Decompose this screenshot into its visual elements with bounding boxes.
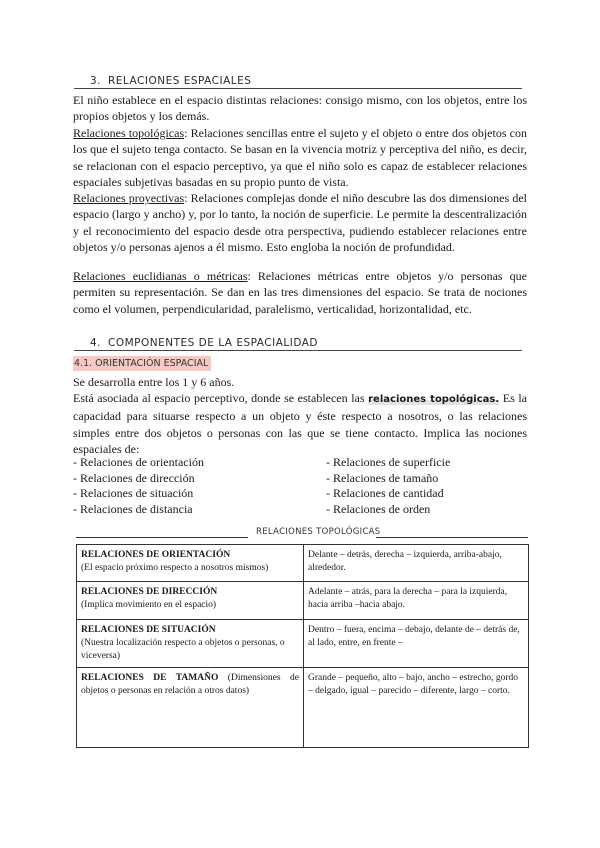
list-item: - Relaciones de dirección [73, 470, 195, 485]
list-item: - Relaciones de situación [73, 486, 194, 501]
section-4-title: COMPONENTES DE LA ESPACIALIDAD [108, 337, 318, 349]
text-orientacion-after: Es la capacidad para situarse respecto a un objeto y éste respecto a nosotros, o las relaciones simples entre dos objetos o personas con las que se tiene contacto. Implica las nociones espaciales de: [73, 391, 527, 456]
row-heading: RELACIONES DE ORIENTACIÓN [81, 550, 231, 560]
section-3-intro: El niño establece en el espacio distintas relaciones: consigo mismo, con los objetos, entre los propios objetos y los demás. [73, 93, 527, 124]
list-item: - Relaciones de superficie [326, 455, 451, 469]
text-orientacion-before: Está asociada al espacio perceptivo, donde se establecen las [73, 391, 369, 405]
paragraph-proyectivas [73, 190, 527, 255]
row-note: (Nuestra localización respecto a objetos o personas, o viceversa) [81, 638, 285, 661]
paragraph-euclidianas [73, 268, 527, 317]
section-3-number: 3. [90, 75, 102, 87]
table-row [77, 545, 529, 582]
row-heading: RELACIONES DE TAMAÑO [81, 673, 219, 683]
list-item: - Relaciones de cantidad [326, 486, 444, 501]
table-cell-examples: Grande – pequeño, alto – bajo, ancho – estrecho, gordo – delgado, igual – parecido – diferente, largo – corto. [304, 668, 529, 748]
title-rule-left [76, 537, 248, 538]
table-cell-examples: Adelante – atrás, para la derecha – para la izquierda, hacia arriba –hacia abajo. [304, 582, 529, 620]
section-4-heading [74, 334, 522, 351]
title-rule-right [376, 537, 528, 538]
table-title: RELACIONES TOPOLÓGICAS [256, 527, 381, 537]
table-cell-heading [77, 545, 304, 582]
row-heading: RELACIONES DE SITUACIÓN [81, 625, 216, 635]
list-item: - Relaciones de orden [326, 501, 431, 516]
term-topologicas: Relaciones topológicas [73, 126, 185, 140]
nociones-list-left [73, 455, 204, 517]
paragraph-topologicas [73, 125, 527, 190]
text-topologicas: : Relaciones sencillas entre el sujeto y el objeto o entre dos objetos con los que el sujeto tenga contacto. Se basan en la vivencia motriz y perceptiva del niño, es decir, se relacionan con el espacio perceptivo, ya que el niño solo es capaz de establecer relaciones espaciales subjetivas basadas en su propio punto de vista. [73, 126, 527, 189]
row-note: (El espacio próximo respecto a nosotros mismos) [81, 563, 269, 573]
row-note: (Implica movimiento en el espacio) [81, 600, 217, 610]
table-cell-heading [77, 582, 304, 620]
term-proyectivas: Relaciones proyectivas [73, 191, 185, 205]
section-4-number: 4. [90, 337, 102, 349]
list-item: - Relaciones de orientación [73, 455, 204, 469]
section-3-heading [74, 72, 522, 89]
table-cell-heading [77, 668, 304, 748]
list-item: - Relaciones de distancia [73, 501, 193, 516]
table-cell-examples: Delante – detrás, derecha – izquierda, arriba-abajo, alrededor. [304, 545, 529, 582]
row-note: (Dimensiones de objetos o personas en relación a otros datos) [81, 673, 299, 696]
relaciones-topologicas-table [76, 544, 529, 748]
term-euclidianas: Relaciones euclidianas o métricas [73, 269, 248, 283]
paragraph-orientacion [73, 390, 527, 457]
text-proyectivas: : Relaciones complejas donde el niño descubre las dos dimensiones del espacio (largo y ancho) y, por lo tanto, la noción de superficie. Le permite la descentralización y el reconocimiento del espacio desde otra perspectiva, pudiendo establecer relaciones entre objetos y/o personas ajenos a él mismo. Esto engloba la noción de profundidad. [73, 191, 527, 254]
row-heading: RELACIONES DE DIRECCIÓN [81, 587, 218, 597]
nociones-list-right [326, 455, 450, 517]
table-title-bar [76, 527, 528, 541]
text-euclidianas: : Relaciones métricas entre objetos y/o personas que permiten su representación. Se dan en las tres dimensiones del espacio. Se trata de nociones como el volumen, perpendicularidad, paralelismo, verticalidad, horizontalidad, etc. [73, 269, 527, 316]
table-row [77, 620, 529, 668]
subsection-4-1-heading: 4.1. ORIENTACIÓN ESPACIAL [73, 356, 211, 371]
table-cell-examples: Dentro – fuera, encima – debajo, delante de – detrás de, al lado, entre, en frente – [304, 620, 529, 668]
table-cell-heading [77, 620, 304, 668]
table-row [77, 668, 529, 748]
section-3-title: RELACIONES ESPACIALES [108, 75, 252, 87]
highlight-relaciones-topologicas: relaciones topológicas. [368, 394, 500, 405]
list-item: - Relaciones de tamaño [326, 470, 439, 485]
age-line: Se desarrolla entre los 1 y 6 años. [73, 375, 235, 389]
table-row [77, 582, 529, 620]
